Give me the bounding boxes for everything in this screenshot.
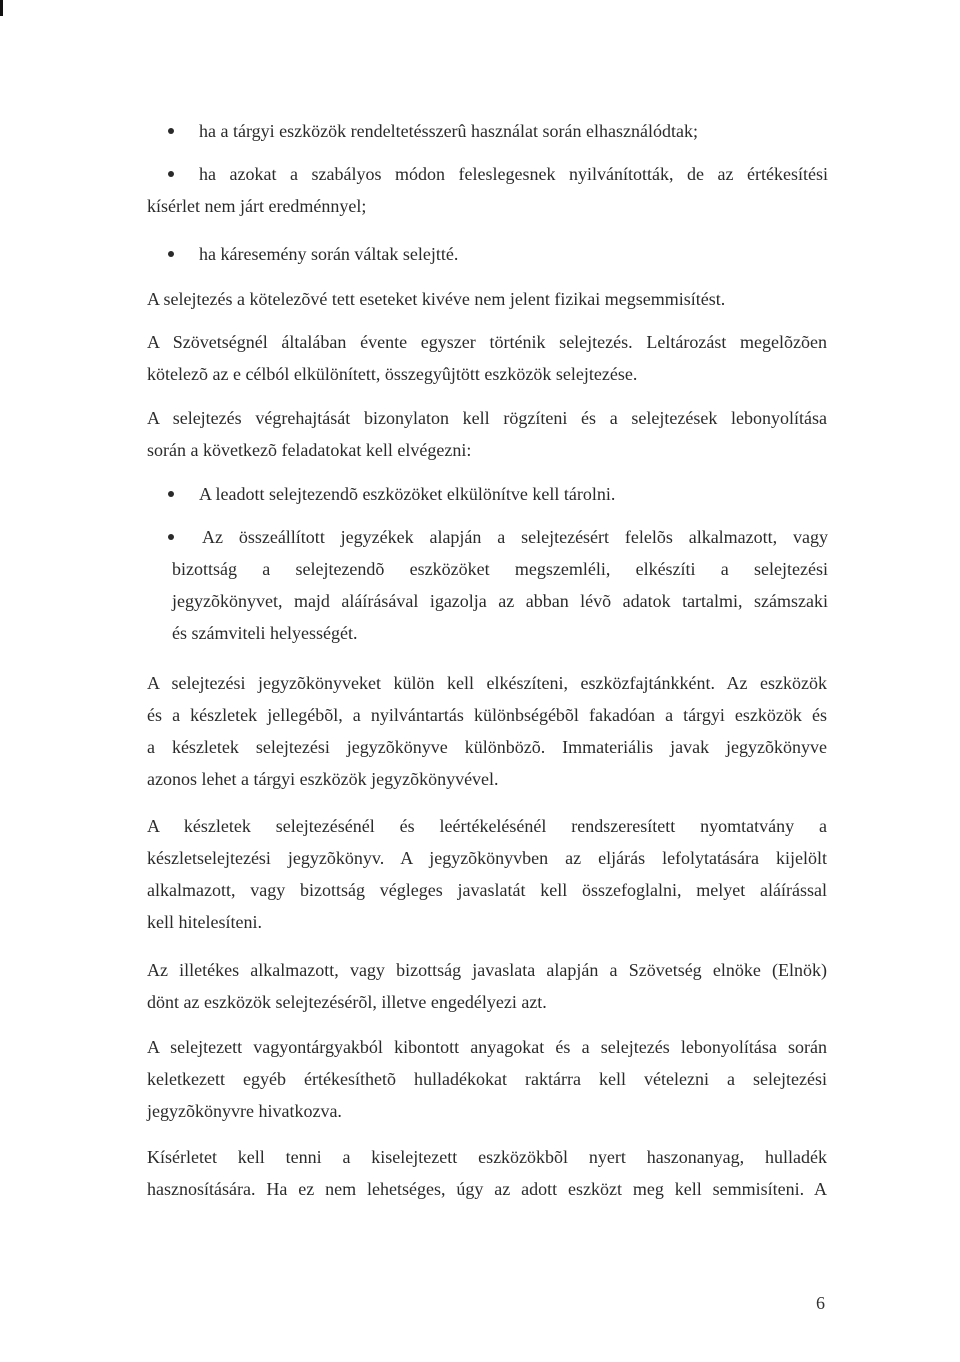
paragraph-line: jegyzõkönyvre hivatkozva.	[147, 1101, 342, 1121]
list-item	[168, 238, 828, 270]
bullet-icon	[168, 171, 174, 177]
page-number: 6	[816, 1293, 825, 1313]
bullet-icon	[168, 251, 174, 257]
paragraph	[147, 1141, 827, 1205]
list-item-text: ha káresemény során váltak selejtté.	[199, 244, 459, 264]
paragraph-line: A Szövetségnél általában évente egyszer történik selejtezés. Leltározást megelõzõen	[147, 332, 827, 352]
paragraph-line: A selejtezés a kötelezõvé tett eseteket kivéve nem jelent fizikai megsemmisítést.	[147, 289, 726, 309]
list-item-text: és számviteli helyességét.	[172, 623, 358, 643]
paragraph-line: azonos lehet a tárgyi eszközök jegyzõkönyvével.	[147, 769, 499, 789]
paragraph-line: során a következõ feladatokat kell elvégezni:	[147, 440, 472, 460]
list-item	[168, 115, 828, 147]
list-item-text: bizottság a selejtezendõ eszközöket megszemléli, elkészíti a selejtezési	[172, 559, 828, 579]
paragraph	[147, 402, 827, 466]
list-item	[147, 158, 828, 222]
list-item-text: kísérlet nem járt eredménnyel;	[147, 196, 367, 216]
paragraph	[147, 810, 827, 938]
list-item-text: ha azokat a szabályos módon feleslegesnek nyilvánították, de az értékesítési	[199, 164, 828, 184]
paragraph-line: Az illetékes alkalmazott, vagy bizottság javaslata alapján a Szövetség elnöke (Elnök)	[147, 960, 827, 980]
bullet-icon	[168, 128, 174, 134]
paragraph-line: kell hitelesíteni.	[147, 912, 262, 932]
paragraph	[147, 283, 827, 315]
paragraph-line: készletselejtezési jegyzõkönyv. A jegyzõkönyvben az eljárás lefolytatására kijelölt	[147, 848, 827, 868]
paragraph-line: és a készletek jellegébõl, a nyilvántartás különbségébõl fakadóan a tárgyi eszközök és	[147, 705, 827, 725]
paragraph-line: dönt az eszközök selejtezésérõl, illetve engedélyezi azt.	[147, 992, 547, 1012]
paragraph-line: A selejtezés végrehajtását bizonylaton kell rögzíteni és a selejtezések lebonyolítása	[147, 408, 827, 428]
list-item-text: Az összeállított jegyzékek alapján a selejtezésért felelõs alkalmazott, vagy	[202, 527, 828, 547]
paragraph-line: A selejtezési jegyzõkönyveket külön kell elkészíteni, eszközfajtánkként. Az eszközök	[147, 673, 827, 693]
paragraph-line: hasznosítására. Ha ez nem lehetséges, úgy az adott eszközt meg kell semmisíteni. A	[147, 1179, 827, 1199]
paragraph	[147, 954, 827, 1018]
paragraph-line: A selejtezett vagyontárgyakból kibontott anyagokat és a selejtezés lebonyolítása során	[147, 1037, 827, 1057]
bullet-icon	[168, 534, 174, 540]
list-item-text: jegyzõkönyvet, majd aláírásával igazolja az abban lévõ adatok tartalmi, számszaki	[172, 591, 828, 611]
scan-edge-mark	[0, 0, 3, 16]
paragraph	[147, 1031, 827, 1127]
list-item	[168, 478, 828, 510]
paragraph-line: a készletek selejtezési jegyzõkönyve különbözõ. Immateriális javak jegyzõkönyve	[147, 737, 827, 757]
paragraph	[147, 326, 827, 390]
paragraph	[147, 667, 827, 795]
list-item	[168, 521, 828, 649]
paragraph-line: A készletek selejtezésénél és leértékelésénél rendszeresített nyomtatvány a	[147, 816, 827, 836]
paragraph-line: kötelezõ az e célból elkülönített, összegyûjtött eszközök selejtezése.	[147, 364, 638, 384]
list-item-text: A leadott selejtezendõ eszközöket elkülönítve kell tárolni.	[199, 484, 616, 504]
list-item-text: ha a tárgyi eszközök rendeltetésszerû használat során elhasználódtak;	[199, 121, 698, 141]
bullet-icon	[168, 491, 174, 497]
paragraph-line: Kísérletet kell tenni a kiselejtezett eszközökbõl nyert haszonanyag, hulladék	[147, 1147, 827, 1167]
paragraph-line: keletkezett egyéb értékesíthetõ hulladékokat raktárra kell vételezni a selejtezési	[147, 1069, 827, 1089]
paragraph-line: alkalmazott, vagy bizottság végleges javaslatát kell összefoglalni, melyet aláírással	[147, 880, 827, 900]
